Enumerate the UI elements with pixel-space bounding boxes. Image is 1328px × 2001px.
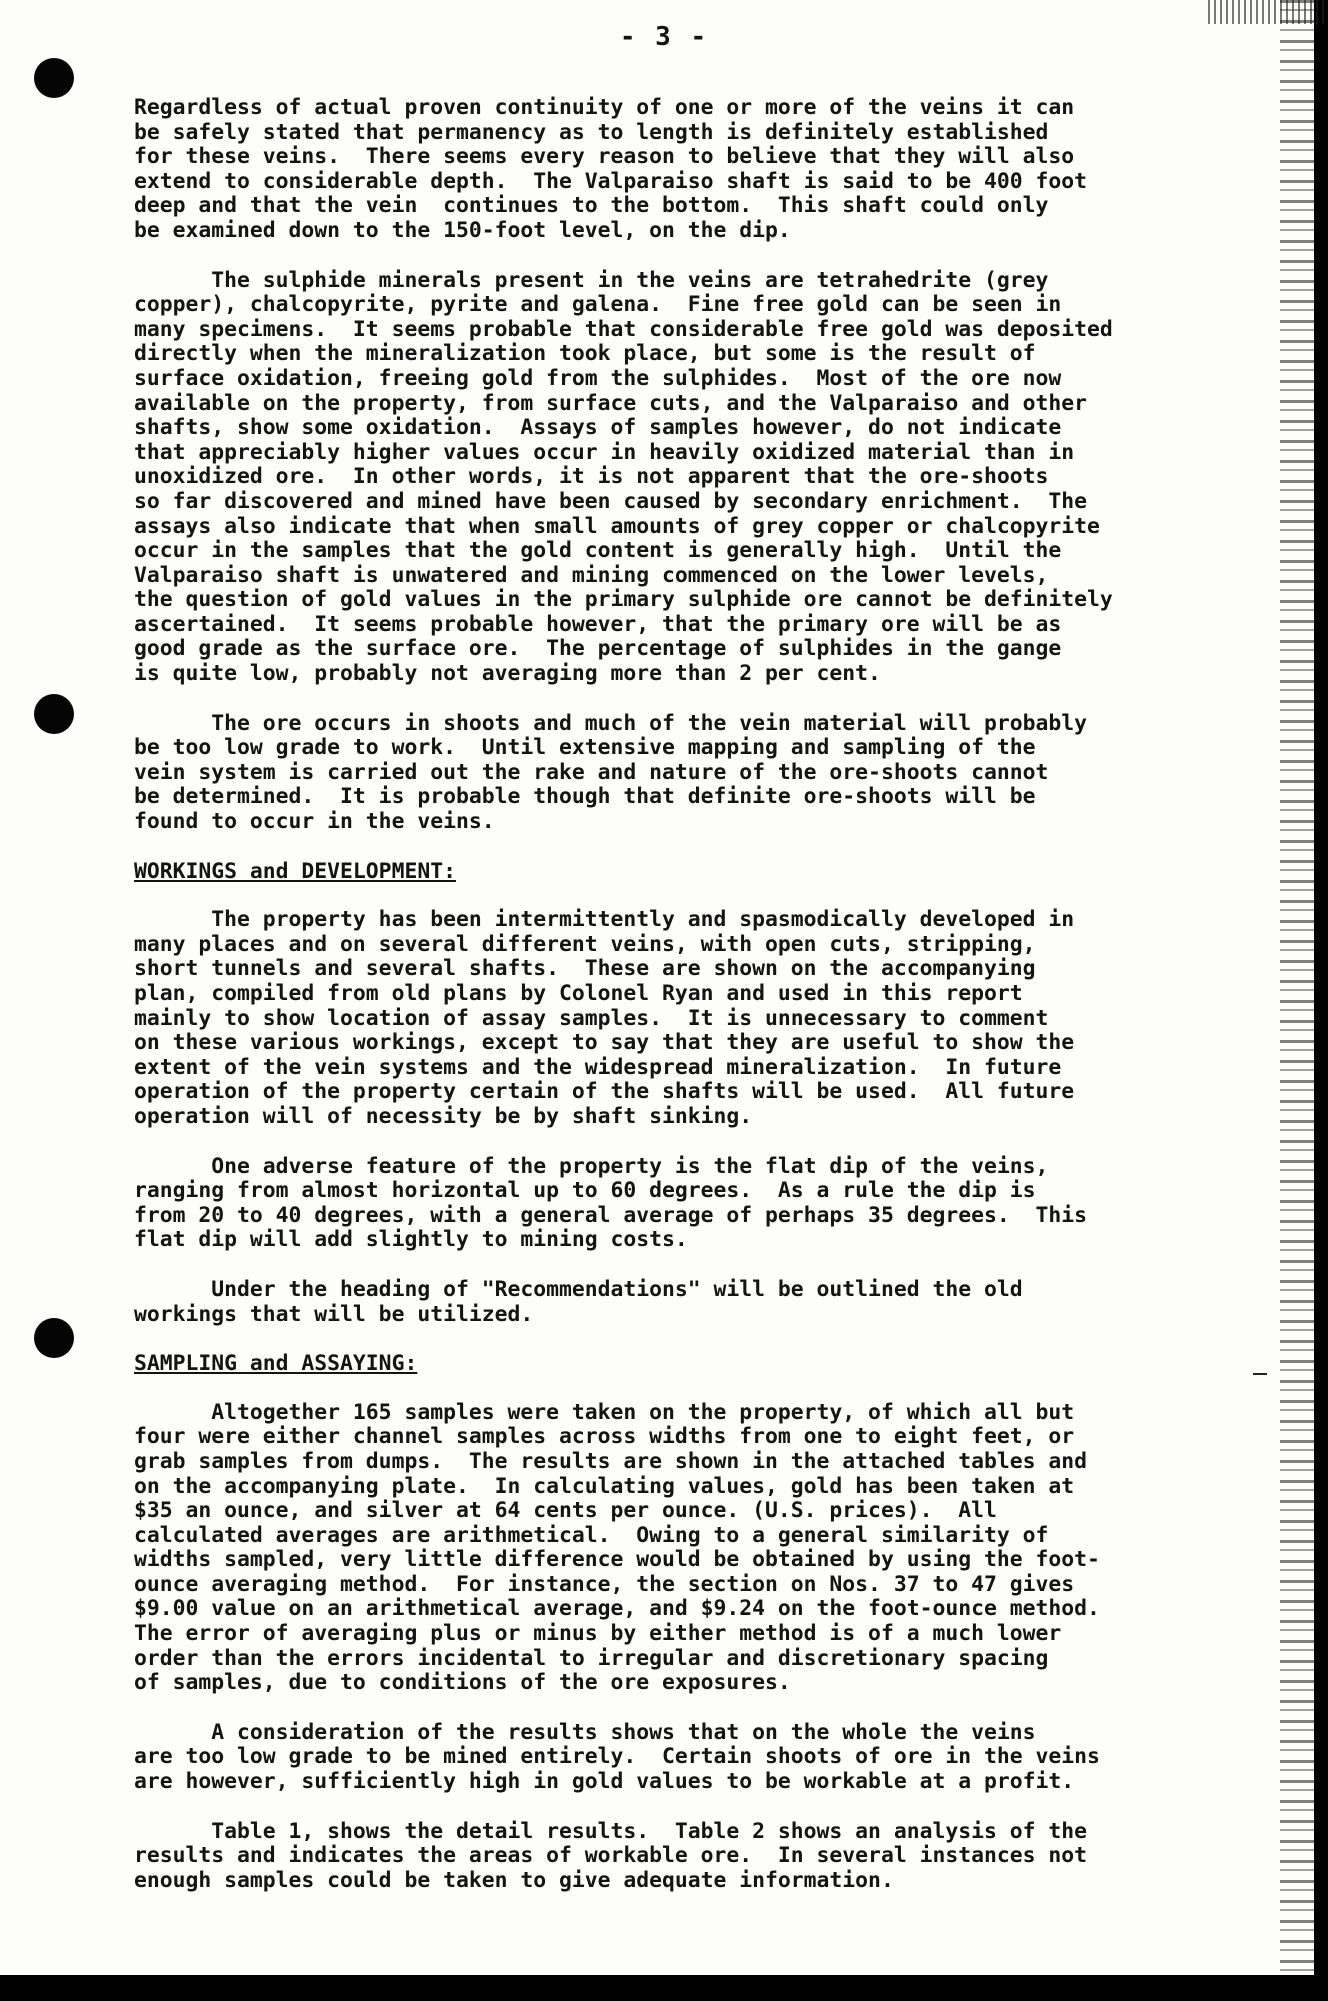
punch-hole <box>34 694 74 734</box>
scan-speckle <box>1208 0 1328 24</box>
paragraph: The ore occurs in shoots and much of the vein material will probably be too low grade to work. Until extensive mapping and sampling of the vein system is carried out the rake and nature of the ore-shoots cannot be determined. It is probable though that definite ore-shoots will be found to occur in the veins. <box>134 710 1087 835</box>
margin-mark <box>1253 1373 1267 1375</box>
page-number: - 3 - <box>619 22 709 52</box>
punch-hole <box>34 58 74 98</box>
paragraph: Under the heading of "Recommendations" will be outlined the old workings that will be utilized. <box>134 1276 1023 1327</box>
paragraph: One adverse feature of the property is the flat dip of the veins, ranging from almost horizontal up to 60 degrees. As a rule the dip is from 20 to 40 degrees, with a general average of perhaps 35 degrees. This flat dip will add slightly to mining costs. <box>134 1153 1087 1253</box>
paragraph: Altogether 165 samples were taken on the property, of which all but four were either channel samples across widths from one to eight feet, or grab samples from dumps. The results are shown in the attached tables and on the accompanying plate. In calculating values, gold has been taken at $35 an ounce, and silver at 64 cents per ounce. (U.S. prices). All calculated averages are arithmetical. Owing to a general similarity of widths sampled, very little difference would be obtained by using the foot- ounce averaging method. For instance, the section on Nos. 37 to 47 gives $9.00 value on an arithmetical average, and $9.24 on the foot-ounce method. The error of averaging plus or minus by either method is of a much lower order than the errors incidental to irregular and discretionary spacing of samples, due to conditions of the ore exposures. <box>134 1399 1100 1696</box>
paragraph: The sulphide minerals present in the veins are tetrahedrite (grey copper), chalcopyrite, pyrite and galena. Fine free gold can be seen in many specimens. It seems probable that considerable free gold was deposited directly when the mineralization took place, but some is the result of surface oxidation, freeing gold from the sulphides. Most of the ore now available on the property, from surface cuts, and the Valparaiso and other shafts, show some oxidation. Assays of samples however, do not indicate that appreciably higher values occur in heavily oxidized material than in unoxidized ore. In other words, it is not apparent that the ore-shoots so far discovered and mined have been caused by secondary enrichment. The assays also indicate that when small amounts of grey copper or chalcopyrite occur in the samples that the gold content is generally high. Until the Valparaiso shaft is unwatered and mining commenced on the lower levels, the question of gold values in the primary sulphide ore cannot be definitely ascertained. It seems probable however, that the primary ore will be as good grade as the surface ore. The percentage of sulphides in the gange is quite low, probably not averaging more than 2 per cent. <box>134 267 1113 687</box>
paragraph: A consideration of the results shows that on the whole the veins are too low grade to be mined entirely. Certain shoots of ore in the veins are however, sufficiently high in gold values to be workable at a profit. <box>134 1719 1100 1795</box>
paragraph: Table 1, shows the detail results. Table 2 shows an analysis of the results and indicates the areas of workable ore. In several instances not enough samples could be taken to give adequate information. <box>134 1818 1087 1893</box>
paragraph: The property has been intermittently and spasmodically developed in many places and on several different veins, with open cuts, stripping, short tunnels and several shafts. These are shown on the accompanying plan, compiled from old plans by Colonel Ryan and used in this report mainly to show location of assay samples. It is unnecessary to comment on these various workings, except to say that they are useful to show the extent of the vein systems and the widespread mineralization. In future operation of the property certain of the shafts will be used. All future operation will of necessity be by shaft sinking. <box>134 907 1075 1129</box>
document-body <box>134 96 1284 1918</box>
paragraph: Regardless of actual proven continuity of one or more of the veins it can be safely stated that permanency as to length is definitely established for these veins. There seems every reason to believe that they will also extend to considerable depth. The Valparaiso shaft is said to be 400 foot deep and that the vein continues to the bottom. This shaft could only be examined down to the 150-foot level, on the dip. <box>134 95 1087 243</box>
section-heading-workings: WORKINGS and DEVELOPMENT: <box>134 858 456 884</box>
section-heading-sampling: SAMPLING and ASSAYING: <box>134 1351 418 1377</box>
scan-edge-bottom <box>0 1975 1328 2001</box>
scan-edge-right <box>1314 0 1328 2001</box>
punch-hole <box>34 1318 74 1358</box>
